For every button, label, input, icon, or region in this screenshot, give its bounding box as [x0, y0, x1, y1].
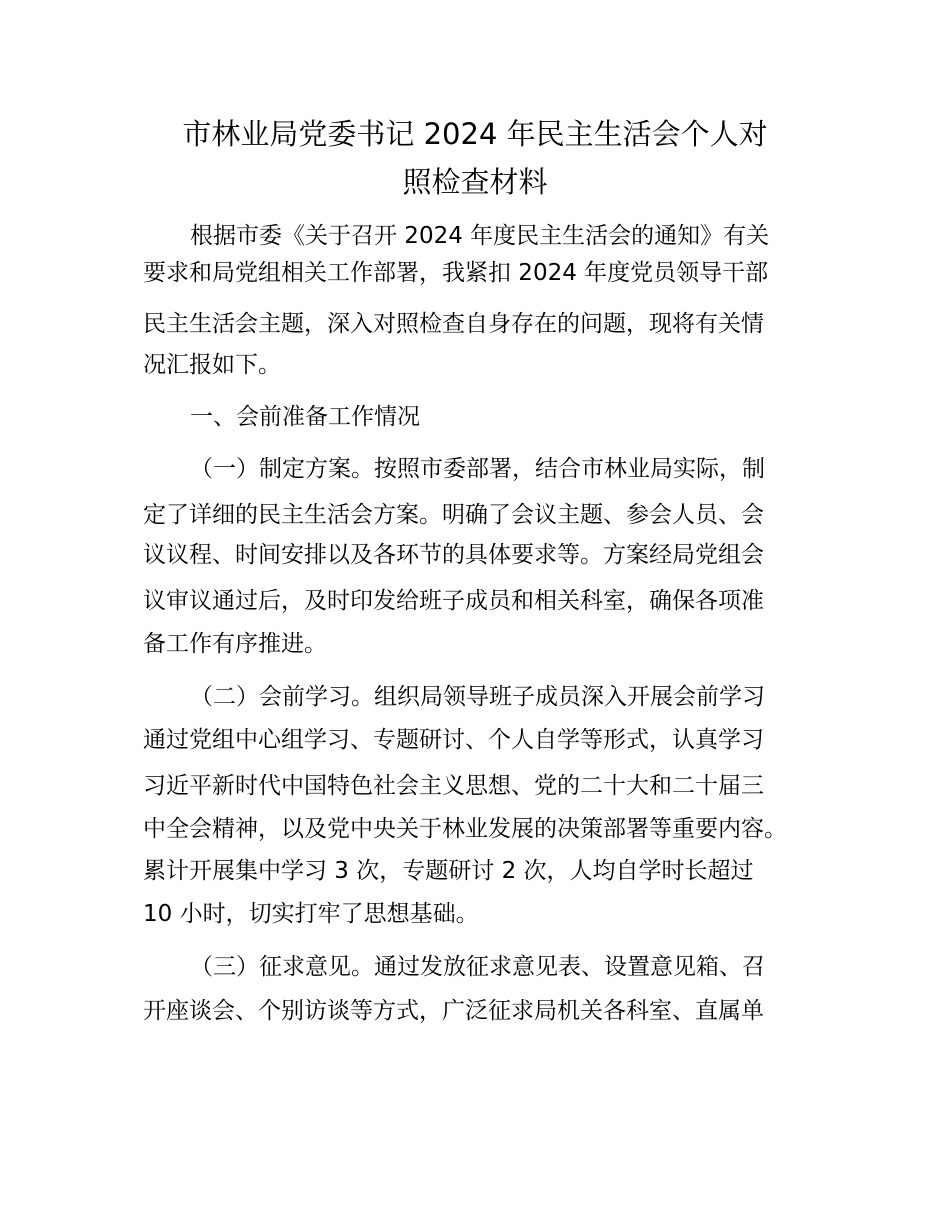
- item1-line-1: （一）制定方案。按照市委部署，结合市林业局实际，制: [190, 456, 765, 482]
- item2-line-1: （二）会前学习。组织局领导班子成员深入开展会前学习: [190, 684, 765, 710]
- item1-line-4: 议审议通过后，及时印发给班子成员和相关科室，确保各项准: [143, 588, 764, 614]
- item3-line-2: 开座谈会、个别访谈等方式，广泛征求局机关各科室、直属单: [143, 998, 764, 1024]
- section-heading-1: 一、会前准备工作情况: [190, 404, 420, 430]
- item2-line-2: 通过党组中心组学习、专题研讨、个人自学等形式，认真学习: [143, 727, 764, 753]
- intro-line-1: 根据市委《关于召开 2024 年度民主生活会的通知》有关: [190, 223, 770, 249]
- intro-line-2: 要求和局党组相关工作部署，我紧扣 2024 年度党员领导干部: [143, 260, 769, 286]
- intro-line-3: 民主生活会主题，深入对照检查自身存在的问题，现将有关情: [143, 311, 764, 337]
- intro-line-4: 况汇报如下。: [143, 352, 281, 378]
- item1-line-2: 定了详细的民主生活会方案。明确了会议主题、参会人员、会: [143, 502, 764, 528]
- item2-line-5: 累计开展集中学习 3 次，专题研讨 2 次，人均自学时长超过: [143, 858, 754, 884]
- document-title-line-1: 市林业局党委书记 2024 年民主生活会个人对: [182, 117, 768, 151]
- item2-line-4: 中全会精神，以及党中央关于林业发展的决策部署等重要内容。: [143, 816, 787, 842]
- item1-line-3: 议议程、时间安排以及各环节的具体要求等。方案经局党组会: [143, 542, 764, 568]
- item1-line-5: 备工作有序推进。: [143, 631, 327, 657]
- item2-line-6: 10 小时，切实打牢了思想基础。: [143, 901, 479, 927]
- document-title-line-2: 照检查材料: [402, 165, 548, 199]
- item3-line-1: （三）征求意见。通过发放征求意见表、设置意见箱、召: [190, 954, 765, 980]
- item2-line-3: 习近平新时代中国特色社会主义思想、党的二十大和二十届三: [143, 773, 764, 799]
